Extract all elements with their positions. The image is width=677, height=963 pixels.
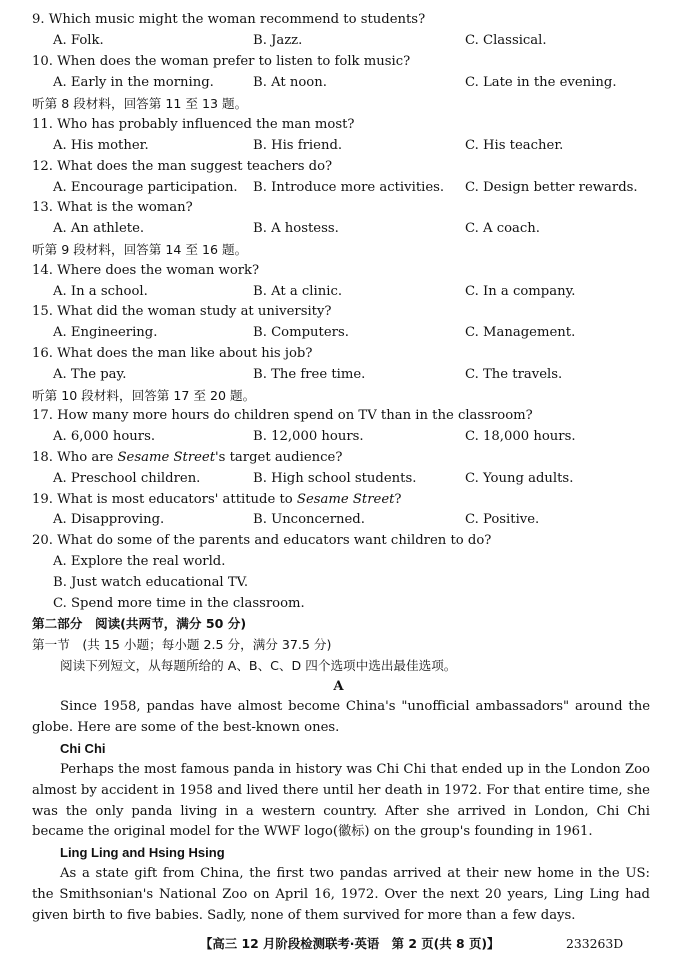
option-c: C. Positive. — [465, 512, 540, 527]
question-9 — [0, 10, 677, 30]
footer-code: 233263D — [566, 936, 624, 951]
question-text: 16. What does the man like about his job? — [32, 346, 313, 361]
chichi-paragraph — [32, 760, 650, 843]
question-19 — [0, 490, 677, 510]
option-a: A. Explore the real world. — [53, 554, 226, 569]
option-c: C. Young adults. — [465, 471, 574, 486]
intro-text: Since 1958, pandas have almost become China's "unofficial ambassadors" around the globe. Here are some of the best-known ones. — [32, 699, 650, 735]
question-16 — [0, 344, 677, 364]
options-14 — [0, 282, 677, 302]
footer-title: 【高三 12 月阶段检测联考·英语 第 2 页(共 8 页)】 — [200, 936, 500, 951]
listening-section-10 — [0, 386, 677, 406]
option-b: B. Jazz. — [253, 33, 303, 48]
option-a: A. Folk. — [53, 33, 104, 48]
question-18 — [0, 448, 677, 468]
question-text: 18. Who are Sesame Street's target audience? — [32, 450, 343, 465]
question-text: 15. What did the woman study at university? — [32, 304, 332, 319]
option-a: A. An athlete. — [53, 221, 145, 236]
section-instruction: 听第 9 段材料，回答第 14 至 16 题。 — [32, 242, 248, 257]
option-b: B. At noon. — [253, 75, 327, 90]
option-20-a — [0, 552, 677, 572]
question-text: 9. Which music might the woman recommend to students? — [32, 12, 426, 27]
section1-heading-row — [0, 635, 677, 655]
reading-instruction: 阅读下列短文，从每题所给的 A、B、C、D 四个选项中选出最佳选项。 — [60, 658, 457, 673]
option-b: B. A hostess. — [253, 221, 339, 236]
question-text: 20. What do some of the parents and educators want children to do? — [32, 533, 492, 548]
options-13 — [0, 219, 677, 239]
options-10 — [0, 73, 677, 93]
question-17 — [0, 406, 677, 426]
instruction-row — [0, 656, 677, 676]
options-15 — [0, 323, 677, 343]
option-b: B. High school students. — [253, 471, 417, 486]
chichi-heading-row — [0, 739, 677, 759]
option-c: C. Design better rewards. — [465, 180, 638, 195]
option-c: C. A coach. — [465, 221, 540, 236]
option-20-c — [0, 594, 677, 614]
subheading: Chi Chi — [60, 741, 106, 756]
question-text: 11. Who has probably influenced the man most? — [32, 117, 355, 132]
section-heading: 第一节 (共 15 小题；每小题 2.5 分，满分 37.5 分) — [32, 637, 332, 652]
question-13 — [0, 198, 677, 218]
option-b: B. Introduce more activities. — [253, 180, 445, 195]
option-a: A. Preschool children. — [53, 471, 201, 486]
option-20-b — [0, 573, 677, 593]
option-a: A. 6,000 hours. — [53, 429, 156, 444]
question-text: 12. What does the man suggest teachers do? — [32, 159, 333, 174]
intro-paragraph — [32, 697, 650, 739]
question-text: 13. What is the woman? — [32, 200, 193, 215]
part2-heading-row — [0, 614, 677, 634]
option-c: C. In a company. — [465, 284, 576, 299]
option-b: B. Just watch educational TV. — [53, 575, 249, 590]
part-heading: 第二部分 阅读(共两节，满分 50 分) — [32, 616, 247, 631]
option-c: C. Spend more time in the classroom. — [53, 596, 305, 611]
options-16 — [0, 365, 677, 385]
page-footer — [0, 934, 677, 954]
listening-section-9 — [0, 240, 677, 260]
option-c: C. Late in the evening. — [465, 75, 617, 90]
option-a: A. Disapproving. — [53, 512, 165, 527]
question-15 — [0, 302, 677, 322]
lingling-paragraph — [32, 864, 650, 926]
option-a: A. Encourage participation. — [53, 180, 238, 195]
option-b: B. Computers. — [253, 325, 349, 340]
option-b: B. 12,000 hours. — [253, 429, 364, 444]
options-19 — [0, 510, 677, 530]
option-a: A. Early in the morning. — [53, 75, 214, 90]
options-17 — [0, 427, 677, 447]
subheading: Ling Ling and Hsing Hsing — [60, 845, 225, 860]
option-b: B. His friend. — [253, 138, 343, 153]
option-a: A. Engineering. — [53, 325, 158, 340]
lingling-text: As a state gift from China, the first two pandas arrived at their new home in the US: the Smithsonian's National Zoo on April 16, 1972. Over the next 20 years, Ling Ling had given birth to five babies. Sadly, none of them survived for more than a few days. — [32, 866, 650, 923]
option-b: B. At a clinic. — [253, 284, 343, 299]
chichi-text: Perhaps the most famous panda in history was Chi Chi that ended up in the London Zoo almost by accident in 1958 and lived there until her death in 1972. For that entire time, she was the only panda living in a western country. After she arrived in London, Chi Chi became the original model for the WWF logo(徽标) on the group's founding in 1961. — [32, 762, 650, 840]
option-c: C. The travels. — [465, 367, 563, 382]
option-a: A. In a school. — [53, 284, 148, 299]
options-12 — [0, 178, 677, 198]
option-b: B. Unconcerned. — [253, 512, 365, 527]
options-18 — [0, 469, 677, 489]
question-11 — [0, 115, 677, 135]
listening-section-8 — [0, 94, 677, 114]
option-c: C. His teacher. — [465, 138, 564, 153]
options-9 — [0, 31, 677, 51]
options-11 — [0, 136, 677, 156]
option-c: C. 18,000 hours. — [465, 429, 576, 444]
question-20 — [0, 531, 677, 551]
question-text: 10. When does the woman prefer to listen to folk music? — [32, 54, 411, 69]
question-text: 17. How many more hours do children spend on TV than in the classroom? — [32, 408, 533, 423]
passage-letter: A — [333, 679, 344, 694]
question-10 — [0, 52, 677, 72]
question-text: 14. Where does the woman work? — [32, 263, 260, 278]
section-instruction: 听第 8 段材料，回答第 11 至 13 题。 — [32, 96, 248, 111]
lingling-heading-row — [0, 843, 677, 863]
question-text: 19. What is most educators' attitude to Sesame Street? — [32, 492, 402, 507]
question-14 — [0, 261, 677, 281]
section-instruction: 听第 10 段材料，回答第 17 至 20 题。 — [32, 388, 256, 403]
option-b: B. The free time. — [253, 367, 366, 382]
option-a: A. His mother. — [53, 138, 149, 153]
option-c: C. Management. — [465, 325, 576, 340]
passage-letter-row — [0, 677, 677, 697]
option-c: C. Classical. — [465, 33, 547, 48]
question-12 — [0, 157, 677, 177]
option-a: A. The pay. — [53, 367, 127, 382]
